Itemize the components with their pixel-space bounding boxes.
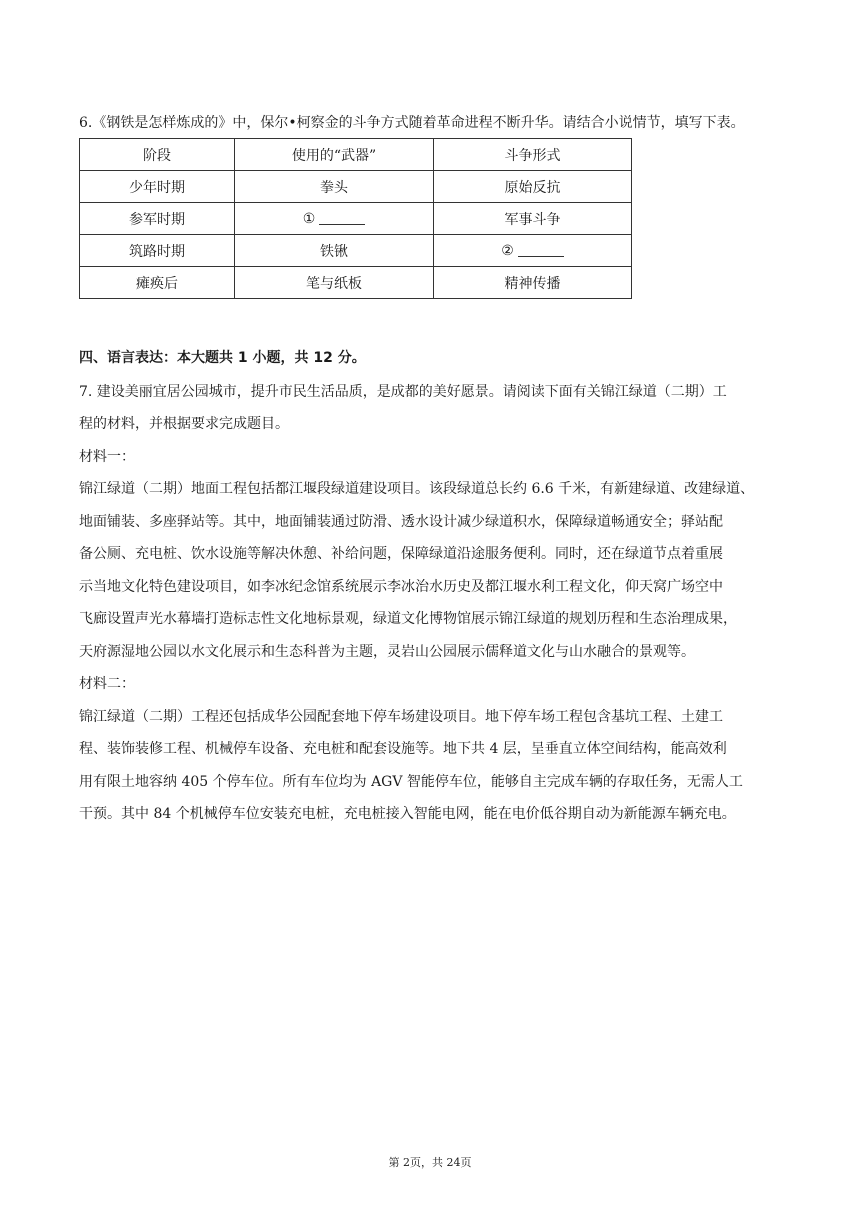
- header-cell: 使用的“武器”: [235, 139, 434, 171]
- table-cell: 瘫痪后: [80, 267, 235, 299]
- table-cell: 筑路时期: [80, 235, 235, 267]
- table-cell: 军事斗争: [434, 203, 632, 235]
- table-cell: 铁锹: [235, 235, 434, 267]
- table-row: [80, 267, 632, 299]
- text-line: 用有限土地容纳 405 个停车位。所有车位均为 AGV 智能停车位，能够自主完成车辆的存取任务，无需人工: [79, 774, 743, 790]
- header-cell: 斗争形式: [434, 139, 632, 171]
- table-cell: 拳头: [235, 171, 434, 203]
- question-6-prompt: 6.《钢铁是怎样炼成的》中，保尔•柯察金的斗争方式随着革命进程不断升华。请结合小说情节，填写下表。: [79, 115, 745, 131]
- text-line: 7. 建设美丽宜居公园城市，提升市民生活品质，是成都的美好愿景。请阅读下面有关锦江绿道（二期）工: [79, 384, 727, 400]
- struggle-table: [79, 138, 632, 299]
- section-heading: 四、语言表达：本大题共 1 小题，共 12 分。: [79, 350, 366, 366]
- text-line: 材料二：: [79, 676, 135, 692]
- table-row: [80, 203, 632, 235]
- text-line: 锦江绿道（二期）地面工程包括都江堰段绿道建设项目。该段绿道总长约 6.6 千米，有新建绿道、改建绿道、: [79, 481, 755, 497]
- answer-blank-2: [518, 244, 564, 257]
- text-line: 备公厕、充电桩、饮水设施等解决休憩、补给问题，保障绿道沿途服务便利。同时，还在绿道节点着重展: [79, 546, 723, 562]
- table-cell: 笔与纸板: [235, 267, 434, 299]
- table-cell: 精神传播: [434, 267, 632, 299]
- page-footer: 第 2页，共 24页: [388, 1156, 472, 1169]
- text-line: 材料一：: [79, 449, 135, 465]
- table-header-row: [80, 139, 632, 171]
- answer-blank-cell: [235, 203, 434, 235]
- text-line: 干预。其中 84 个机械停车位安装充电桩，充电桩接入智能电网，能在电价低谷期自动为新能源车辆充电。: [79, 806, 736, 822]
- table-cell: 原始反抗: [434, 171, 632, 203]
- text-line: 程、装饰装修工程、机械停车设备、充电桩和配套设施等。地下共 4 层，呈垂直立体空间结构，能高效利: [79, 741, 727, 757]
- blank-number: ②: [501, 242, 514, 259]
- answer-blank-cell: [434, 235, 632, 267]
- text-line: 飞廊设置声光水幕墙打造标志性文化地标景观，绿道文化博物馆展示锦江绿道的规划历程和生态治理成果，: [79, 611, 737, 627]
- answer-blank-1: [319, 212, 365, 225]
- table-row: [80, 171, 632, 203]
- text-line: 地面铺装、多座驿站等。其中，地面铺装通过防滑、透水设计减少绿道积水，保障绿道畅通安全；驿站配: [79, 514, 723, 530]
- text-line: 示当地文化特色建设项目，如李冰纪念馆系统展示李冰治水历史及都江堰水利工程文化，仰天窝广场空中: [79, 579, 723, 595]
- table-cell: 参军时期: [80, 203, 235, 235]
- text-line: 天府源湿地公园以水文化展示和生态科普为主题，灵岩山公园展示儒释道文化与山水融合的景观等。: [79, 644, 695, 660]
- blank-number: ①: [302, 210, 316, 227]
- header-cell: 阶段: [80, 139, 235, 171]
- text-line: 锦江绿道（二期）工程还包括成华公园配套地下停车场建设项目。地下停车场工程包含基坑工程、土建工: [79, 709, 723, 725]
- text-line: 程的材料，并根据要求完成题目。: [79, 416, 289, 432]
- table-cell: 少年时期: [80, 171, 235, 203]
- table-row: [80, 235, 632, 267]
